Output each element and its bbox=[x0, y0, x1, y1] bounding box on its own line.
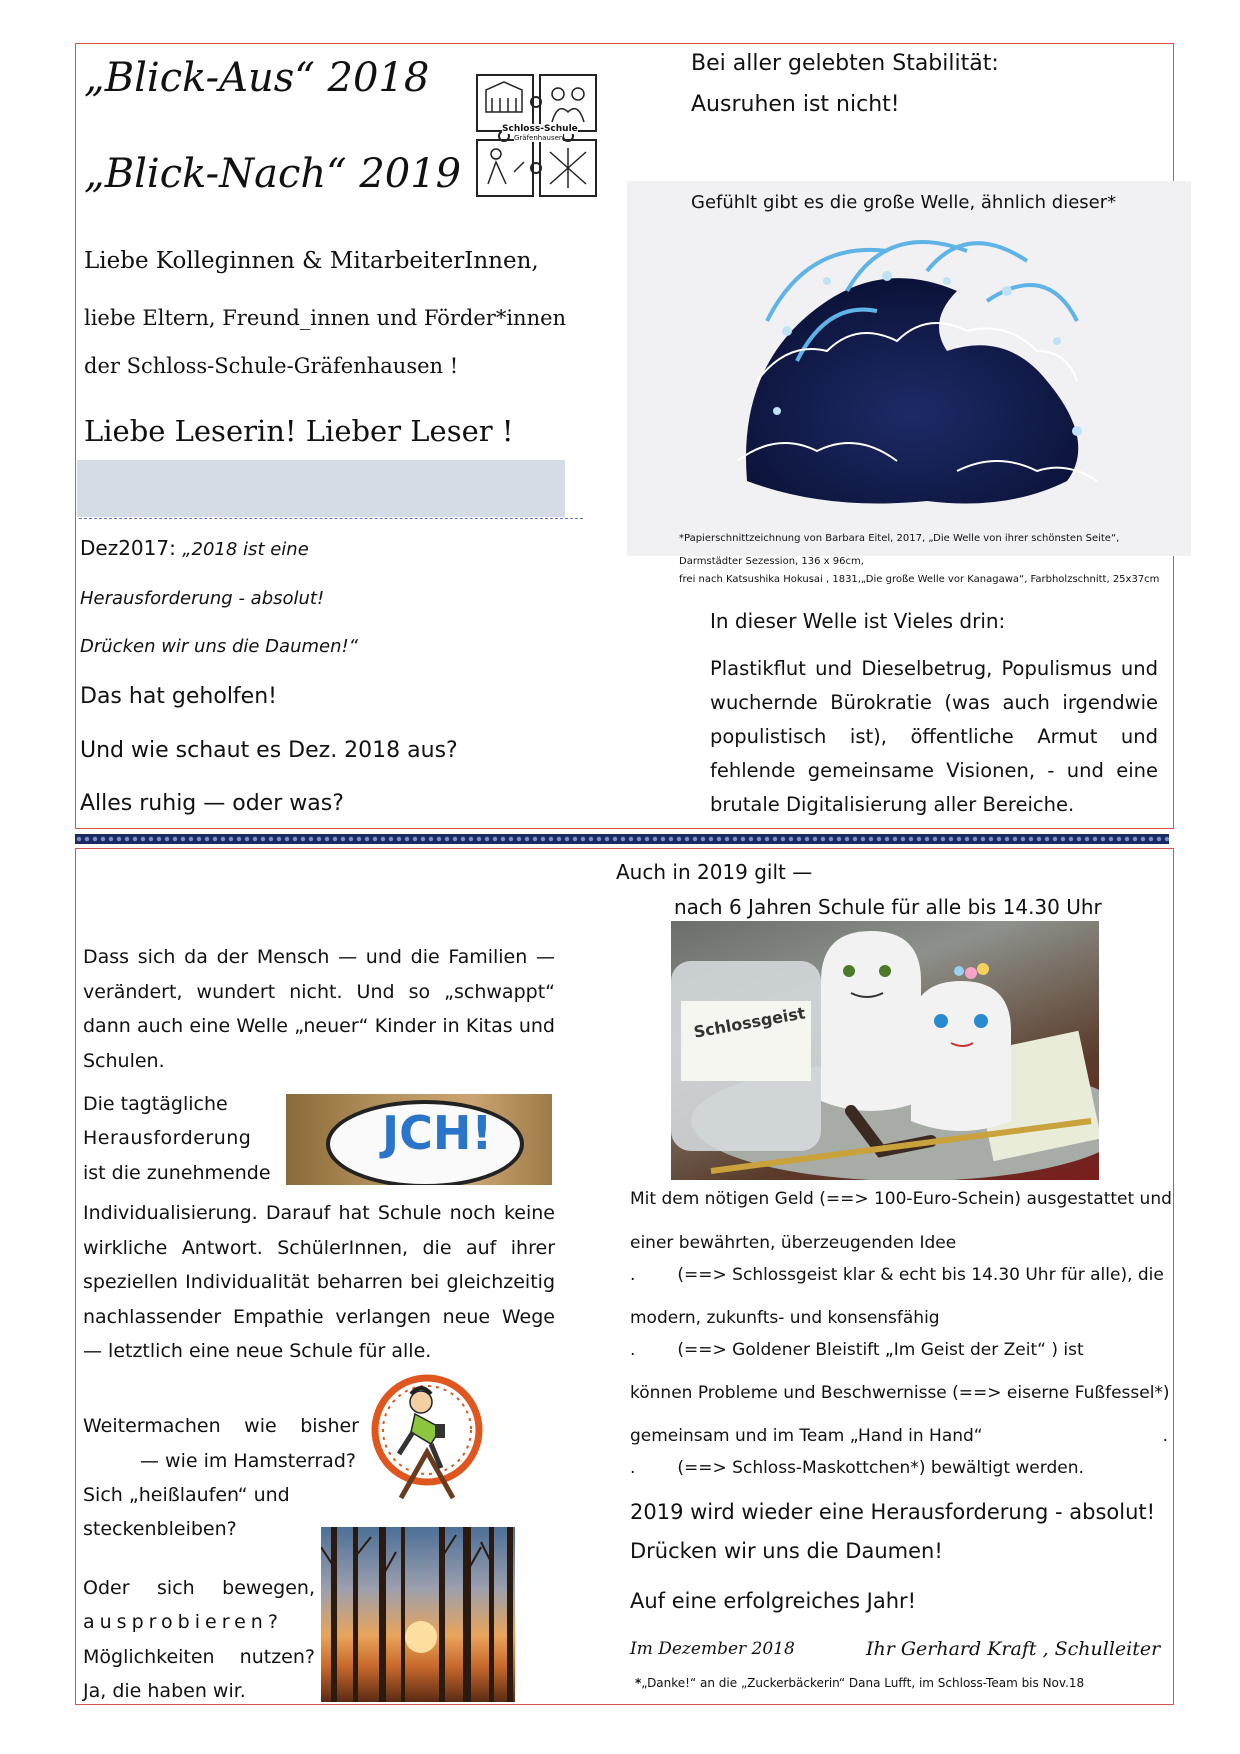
thanks-footnote bbox=[635, 1676, 1084, 1690]
closing-line-1: 2019 wird wieder eine Herausforderung - absolut! bbox=[630, 1500, 1156, 1524]
move-line-4: Ja, die haben wir. bbox=[83, 1680, 246, 1702]
mascots-scene-icon bbox=[671, 921, 1099, 1180]
challenge-word-2: Herausforderung bbox=[83, 1127, 252, 1149]
wave-icon bbox=[627, 181, 1191, 556]
mascots-photo bbox=[671, 921, 1099, 1180]
dez2017-quote-2: Herausforderung - absolut! bbox=[80, 588, 325, 609]
logo-label-2: Gräfenhausen bbox=[514, 134, 564, 142]
hamster-wheel-illustration bbox=[371, 1372, 483, 1502]
asterisk-mark: * bbox=[679, 533, 684, 544]
also-2019-line: Auch in 2019 gilt — bbox=[616, 860, 813, 884]
six-years-line: nach 6 Jahren Schule für alle bis 14.30 Uhr bbox=[674, 895, 1102, 919]
footnote-1-text: Papierschnittzeichnung von Barbara Eitel, 2017, „Die Welle von ihrer schönsten Seite“, bbox=[684, 533, 1120, 544]
indent-dot: . bbox=[630, 1340, 636, 1360]
trailing-dot: . bbox=[1162, 1426, 1168, 1446]
sentence-line-5 bbox=[630, 1340, 1084, 1360]
hamster-wheel-icon bbox=[371, 1372, 483, 1502]
challenge-word-3: ist die zunehmende bbox=[83, 1162, 271, 1184]
closing-line-2: Drücken wir uns die Daumen! bbox=[630, 1539, 943, 1563]
sentence-line-8-text: (==> Schloss-Maskottchen*) bewältigt werden. bbox=[677, 1458, 1084, 1478]
bottom-paragraph-1: Dass sich da der Mensch — und die Familien — verändert, wundert nicht. Und so „schwappt“ dann auch eine Welle „neuer“ Kinder in Kitas und Schulen. bbox=[83, 946, 555, 1072]
dez2017-quote-3: Drücken wir uns die Daumen!“ bbox=[80, 636, 359, 657]
wave-footnote-3: frei nach Katsushika Hokusai , 1831,„Die große Welle vor Kanagawa“, Farbholzschnitt, 25x37cm bbox=[679, 574, 1160, 585]
move-line-3: Möglichkeiten nutzen? bbox=[83, 1646, 315, 1668]
asterisk-mark: * bbox=[635, 1676, 642, 1690]
dez2017-line-4: Das hat geholfen! bbox=[80, 684, 277, 709]
dez2017-line-5: Und wie schaut es Dez. 2018 aus? bbox=[80, 738, 458, 763]
sentence-line-8 bbox=[630, 1458, 1084, 1478]
sentence-line-6: können Probleme und Beschwernisse (==> eiserne Fußfessel*) bbox=[630, 1383, 1170, 1403]
sentence-line-7 bbox=[630, 1426, 1168, 1446]
wave-contents-heading: In dieser Welle ist Vieles drin: bbox=[710, 609, 1006, 633]
greeting-line-4: Liebe Leserin! Lieber Leser ! bbox=[84, 414, 514, 448]
stability-line: Bei aller gelebten Stabilität: bbox=[691, 51, 999, 76]
ich-speech-bubble-photo bbox=[286, 1094, 552, 1185]
logo-label-1: Schloss-Schule bbox=[502, 124, 578, 134]
ich-text: JCH! bbox=[382, 1106, 493, 1160]
dez2017-quote-1: „2018 ist eine bbox=[182, 539, 309, 560]
forest-sunset-photo bbox=[321, 1527, 515, 1702]
rest-line: Ausruhen ist nicht! bbox=[691, 92, 900, 117]
sentence-line-2: einer bewährten, überzeugenden Idee bbox=[630, 1233, 957, 1253]
continue-line-4: steckenbleiben? bbox=[83, 1518, 237, 1540]
indent-dot: . bbox=[630, 1458, 636, 1478]
forest-trees-icon bbox=[321, 1527, 515, 1702]
title-blick-aus: „Blick-Aus“ 2018 bbox=[84, 55, 430, 101]
bottom-paragraph-2: Individualisierung. Darauf hat Schule noch keine wirkliche Antwort. SchülerInnen, die auf ihrer speziellen Individualität beharren bei gleichzeitig nachlassender Empathie verlangen neue Wege — letztlich eine neue Schule für alle. bbox=[83, 1202, 555, 1362]
signature-line: Ihr Gerhard Kraft , Schulleiter bbox=[866, 1638, 1161, 1660]
thanks-footnote-text: „Danke!“ an die „Zuckerbäckerin“ Dana Lufft, im Schloss-Team bis Nov.18 bbox=[641, 1676, 1085, 1690]
bottle-label: Schlossgeist bbox=[692, 1003, 807, 1042]
sentence-line-3-text: (==> Schlossgeist klar & echt bis 14.30 Uhr für alle), die bbox=[677, 1265, 1164, 1285]
sentence-line-5-text: (==> Goldener Bleistift „Im Geist der Zeit“ ) ist bbox=[677, 1340, 1084, 1360]
continue-line-1: Weitermachen wie bisher bbox=[83, 1415, 359, 1437]
wave-footnote-1 bbox=[679, 533, 1119, 544]
title-blick-nach: „Blick-Nach“ 2019 bbox=[84, 151, 462, 197]
closing-line-3: Auf eine erfolgreiches Jahr! bbox=[630, 1589, 917, 1613]
continue-line-2: — wie im Hamsterrad? bbox=[140, 1450, 356, 1472]
greeting-line-1: Liebe Kolleginnen & MitarbeiterInnen, bbox=[84, 248, 539, 274]
wave-artwork bbox=[627, 181, 1191, 556]
dashed-divider bbox=[79, 518, 583, 519]
sentence-line-1: Mit dem nötigen Geld (==> 100-Euro-Schein) ausgestattet und bbox=[630, 1189, 1172, 1209]
move-line-1: Oder sich bewegen, bbox=[83, 1577, 315, 1599]
grey-highlight-box bbox=[77, 460, 565, 517]
wave-contents-paragraph: Plastikflut und Dieselbetrug, Populismus und wuchernde Bürokratie (was auch irgendwie populistisch ist), öffentliche Armut und fehlende gemeinsame Visionen, - und eine brutale Digitalisierung aller Bereiche. bbox=[710, 657, 1158, 816]
continue-line-3: Sich „heißlaufen“ und bbox=[83, 1484, 290, 1506]
dez2017-prefix: Dez2017: bbox=[80, 536, 183, 560]
date-line: Im Dezember 2018 bbox=[630, 1639, 795, 1659]
school-logo bbox=[474, 72, 600, 200]
challenge-word-1: Die tagtägliche bbox=[83, 1093, 228, 1115]
dez2017-line bbox=[80, 536, 309, 560]
sentence-line-3 bbox=[630, 1265, 1164, 1285]
wave-caption: Gefühlt gibt es die große Welle, ähnlich dieser* bbox=[691, 192, 1117, 213]
sentence-line-4: modern, zukunfts- und konsensfähig bbox=[630, 1308, 940, 1328]
dez2017-line-6: Alles ruhig — oder was? bbox=[80, 791, 344, 816]
sentence-line-7-text: gemeinsam und im Team „Hand in Hand“ bbox=[630, 1426, 983, 1446]
move-line-2: ausprobieren? bbox=[83, 1611, 283, 1633]
greeting-line-3: der Schloss-Schule-Gräfenhausen ! bbox=[84, 354, 459, 378]
dotted-separator bbox=[75, 834, 1169, 844]
wave-footnote-2: Darmstädter Sezession, 136 x 96cm, bbox=[679, 556, 864, 567]
indent-dot: . bbox=[630, 1265, 636, 1285]
greeting-line-2: liebe Eltern, Freund_innen und Förder*innen bbox=[84, 306, 567, 330]
